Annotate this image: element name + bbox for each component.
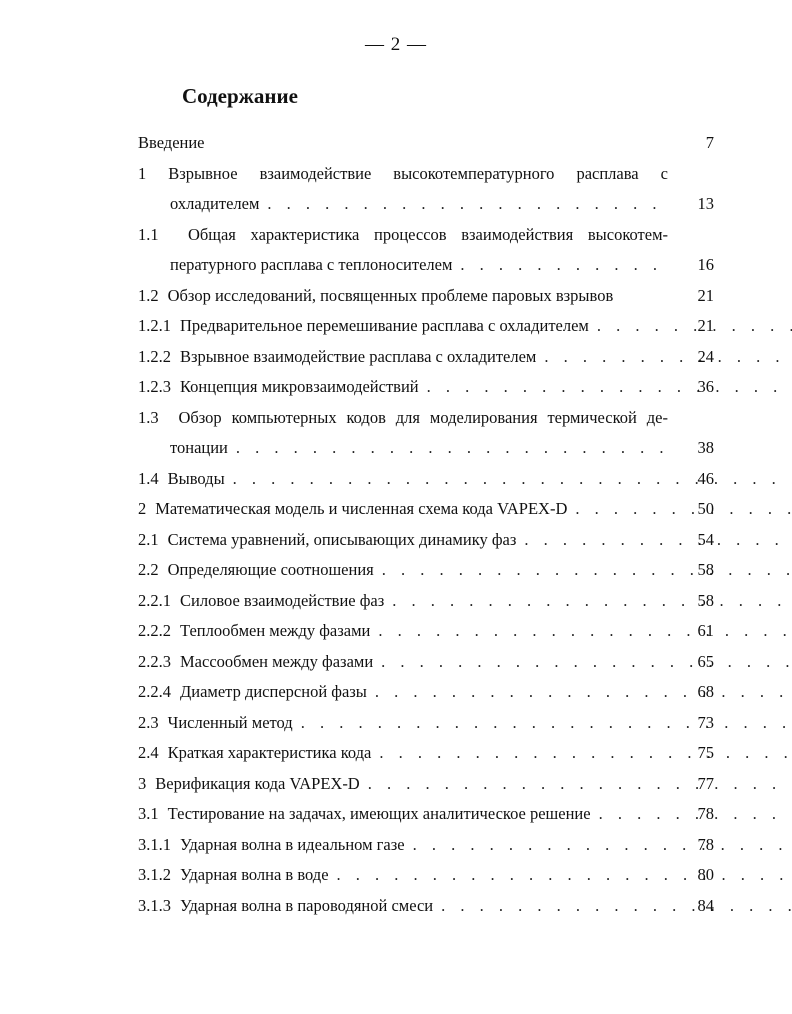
toc-title: Взрывное взаимодействие расплава с охладителем (180, 346, 537, 366)
toc-entry-3-1-1[interactable] (0, 830, 792, 861)
leader-dots (378, 616, 792, 647)
toc-title: Диаметр дисперсной фазы (180, 682, 367, 701)
toc-title: Краткая характеристика кода (167, 743, 372, 762)
toc-title: Определяющие соотношения (167, 560, 374, 579)
toc-entry-2-2-3[interactable] (0, 647, 792, 678)
leader-dots (236, 433, 668, 464)
toc-entry-1-2[interactable] (0, 281, 792, 312)
toc-title: Общая характеристика процессов взаимодействия высокотем- (187, 224, 668, 244)
toc-num: 1.2.1 (138, 316, 171, 335)
toc-num: 3.1.1 (138, 834, 171, 854)
leader-dots (381, 647, 792, 678)
toc-title: Обзор компьютерных кодов для моделирования термической де- (178, 407, 669, 427)
toc-page: 78 (697, 834, 714, 854)
leader-dots (375, 677, 792, 708)
toc-title: Математическая модель и численная схема кода VAPEX-D (155, 499, 568, 518)
toc-title-continued: тонации (170, 438, 228, 457)
leader-dots (392, 586, 792, 617)
leader-dots (368, 769, 792, 800)
toc-num: 1 (138, 163, 147, 183)
toc-num: 2.2.4 (138, 682, 171, 701)
leader-dots (267, 189, 668, 220)
table-of-contents (0, 128, 792, 921)
toc-title-continued: охладителем (170, 194, 260, 213)
toc-page: 13 (697, 194, 714, 213)
toc-entry-3-1-3[interactable] (0, 891, 792, 922)
toc-num: 1.4 (138, 468, 159, 488)
toc-page: 77 (697, 773, 714, 793)
toc-entry-1-3[interactable] (0, 403, 792, 464)
toc-entry-intro[interactable] (0, 128, 792, 159)
toc-title: Ударная волна в пароводяной смеси (180, 895, 434, 915)
toc-page: 21 (697, 316, 714, 335)
leader-dots (413, 830, 792, 861)
toc-entry-1[interactable] (0, 159, 792, 220)
toc-page: 50 (697, 499, 714, 518)
leader-dots (544, 342, 792, 373)
toc-title: Обзор исследований, посвященных проблеме паровых взрывов (167, 285, 614, 305)
toc-entry-3[interactable] (0, 769, 792, 800)
toc-title: Верификация кода VAPEX-D (155, 773, 360, 793)
toc-entry-2[interactable] (0, 494, 792, 525)
toc-page: 46 (697, 468, 714, 488)
toc-title: Ударная волна в идеальном газе (180, 834, 405, 854)
toc-num: 3.1.2 (138, 865, 171, 884)
toc-page: 24 (697, 346, 714, 366)
leader-dots (337, 860, 792, 891)
toc-entry-3-1-2[interactable] (0, 860, 792, 891)
toc-entry-2-2-1[interactable] (0, 586, 792, 617)
toc-num: 2.2 (138, 560, 159, 579)
leader-dots (524, 525, 792, 556)
toc-page: 21 (697, 285, 714, 305)
toc-num: 2.1 (138, 529, 159, 549)
toc-num: 1.2 (138, 285, 159, 305)
page-number: — 2 — (365, 34, 427, 55)
toc-num: 2.3 (138, 712, 159, 732)
toc-title: Численный метод (167, 712, 293, 732)
toc-entry-2-2[interactable] (0, 555, 792, 586)
toc-page: 58 (697, 590, 714, 610)
toc-page: 84 (697, 895, 714, 915)
toc-page: 80 (697, 865, 714, 884)
toc-page: 16 (697, 255, 714, 274)
toc-title: Выводы (167, 468, 225, 488)
toc-num: 1.2.3 (138, 377, 171, 396)
toc-title: Взрывное взаимодействие высокотемпературного расплава с (168, 163, 668, 183)
leader-dots (301, 708, 792, 739)
toc-entry-1-4[interactable] (0, 464, 792, 495)
toc-page: 38 (697, 438, 714, 457)
toc-num: 2 (138, 499, 147, 518)
toc-title: Силовое взаимодействие фаз (180, 590, 385, 610)
toc-title: Система уравнений, описывающих динамику фаз (167, 529, 517, 549)
toc-entry-1-1[interactable] (0, 220, 792, 281)
toc-page: 75 (697, 743, 714, 762)
toc-page: 36 (697, 377, 714, 396)
toc-entry-3-1[interactable] (0, 799, 792, 830)
toc-entry-1-2-1[interactable] (0, 311, 792, 342)
toc-entry-1-2-2[interactable] (0, 342, 792, 373)
toc-entry-2-2-4[interactable] (0, 677, 792, 708)
toc-num: 3.1.3 (138, 895, 171, 915)
toc-num: 3 (138, 773, 147, 793)
toc-num: 3.1 (138, 804, 159, 823)
toc-page: 54 (697, 529, 714, 549)
toc-entry-2-1[interactable] (0, 525, 792, 556)
leader-dots (441, 891, 792, 922)
toc-title-continued: пературного расплава с теплоносителем (170, 255, 453, 274)
toc-title: Введение (138, 133, 205, 152)
toc-num: 1.2.2 (138, 346, 171, 366)
leader-dots (382, 555, 792, 586)
toc-page: 68 (697, 682, 714, 701)
toc-page: 61 (697, 621, 714, 640)
toc-num: 1.3 (138, 407, 159, 427)
toc-num: 2.2.3 (138, 651, 171, 671)
leader-dots (460, 250, 668, 281)
toc-entry-2-3[interactable] (0, 708, 792, 739)
toc-page: 7 (705, 133, 714, 152)
page-title: Содержание (182, 84, 298, 108)
toc-page: 65 (697, 651, 714, 671)
toc-num: 2.2.1 (138, 590, 171, 610)
leader-dots (379, 738, 792, 769)
toc-title: Массообмен между фазами (180, 651, 374, 671)
toc-title: Ударная волна в воде (180, 865, 329, 884)
leader-dots (427, 372, 792, 403)
toc-entry-2-4[interactable] (0, 738, 792, 769)
toc-entry-2-2-2[interactable] (0, 616, 792, 647)
toc-page: 58 (697, 560, 714, 579)
toc-title: Концепция микровзаимодействий (180, 377, 419, 396)
toc-title: Предварительное перемешивание расплава с охладителем (180, 316, 589, 335)
toc-title: Тестирование на задачах, имеющих аналитическое решение (167, 804, 591, 823)
toc-title: Теплообмен между фазами (180, 621, 371, 640)
toc-num: 2.4 (138, 743, 159, 762)
toc-entry-1-2-3[interactable] (0, 372, 792, 403)
toc-page: 78 (697, 804, 714, 823)
toc-page: 73 (697, 712, 714, 732)
toc-num: 2.2.2 (138, 621, 171, 640)
toc-num: 1.1 (138, 224, 159, 244)
